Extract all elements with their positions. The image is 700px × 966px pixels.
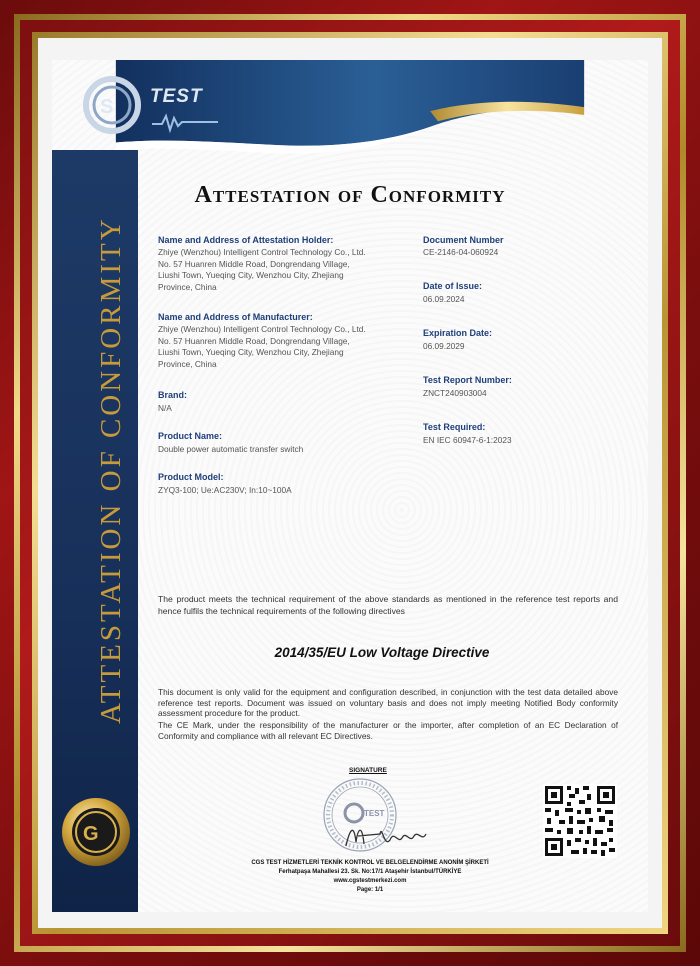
directive-title: 2014/35/EU Low Voltage Directive <box>274 645 490 660</box>
document-number-label: Document Number <box>423 235 504 245</box>
validity-note: This document is only valid for the equipment and configuration described, in conjunction with the test data detailed above reference test reports. Document was issued on voluntary basis and does not imply meeting Notified Body conformity assessment procedure for the product. <box>158 687 618 718</box>
issue-date-value: 06.09.2024 <box>423 294 465 304</box>
report-number-label: Test Report Number: <box>423 375 512 385</box>
test-required-value: EN IEC 60947-6-1:2023 <box>423 435 512 445</box>
footer-address: Ferhatpaşa Mahallesi 23. Sk. No:17/1 Ataşehir İstanbul/TÜRKİYE <box>278 869 462 875</box>
expiration-date-label: Expiration Date: <box>423 328 493 338</box>
manufacturer-line: Zhiye (Wenzhou) Intelligent Control Technology Co., Ltd. <box>158 324 366 334</box>
manufacturer-line: Liushi Town, Yueqing City, Wenzhou City, Zhejiang <box>158 347 344 357</box>
logo-brand: TEST <box>150 86 203 107</box>
expiration-date-value: 06.09.2029 <box>423 341 465 351</box>
product-name-label: Product Name: <box>158 431 223 441</box>
holder-line: Zhiye (Wenzhou) Intelligent Control Technology Co., Ltd. <box>158 247 366 257</box>
conformity-statement: The product meets the technical requirement of the above standards as mentioned in the reference test reports and hence fulfils the technical requirements of the following directives <box>158 594 618 616</box>
brand-value: N/A <box>158 403 172 413</box>
product-model-value: ZYQ3-100; Ue:AC230V; In:10~100A <box>158 485 292 495</box>
product-model-label: Product Model: <box>158 472 224 482</box>
svg-text:G: G <box>83 823 99 845</box>
qr-code-icon <box>543 784 617 858</box>
svg-text:TEST: TEST <box>364 809 385 818</box>
holder-label: Name and Address of Attestation Holder: <box>158 235 334 245</box>
report-number-value: ZNCT240903004 <box>423 388 487 398</box>
signature-mark <box>340 818 430 854</box>
ce-mark-note: The CE Mark, under the responsibility of the manufacturer or the importer, after completion of an EC Declaration of Conformity and compliance with all relevant EC Directives. <box>158 720 618 741</box>
brand-label: Brand: <box>158 390 187 400</box>
holder-line: Province, China <box>158 281 217 292</box>
holder-line: Liushi Town, Yueqing City, Wenzhou City, Zhejiang <box>158 270 344 280</box>
side-ribbon-text: ATTESTATION OF CONFORMITY <box>95 216 127 724</box>
manufacturer-line: Province, China <box>158 358 217 369</box>
holder-address <box>158 247 366 293</box>
holder-line: No. 57 Huanren Middle Road, Dongrendang Village, <box>158 258 350 269</box>
document-number-value: CE-2146-04-060924 <box>423 247 499 257</box>
signature-label: SIGNATURE <box>349 767 387 774</box>
manufacturer-address <box>158 324 366 370</box>
footer-website: www.cgstestmerkezi.com <box>333 878 407 884</box>
footer-company: CGS TEST HİZMETLERİ TEKNİK KONTROL VE BELGELENDİRME ANONİM ŞİRKETİ <box>251 860 489 866</box>
footer-page: Page: 1/1 <box>356 887 384 893</box>
gold-seal-icon <box>58 790 134 880</box>
issue-date-label: Date of Issue: <box>423 281 483 291</box>
svg-text:S: S <box>100 96 114 118</box>
test-required-label: Test Required: <box>423 422 486 432</box>
document-title: Attestation of Conformity <box>194 182 506 208</box>
product-name-value: Double power automatic transfer switch <box>158 444 304 454</box>
manufacturer-line: No. 57 Huanren Middle Road, Dongrendang Village, <box>158 335 350 346</box>
manufacturer-label: Name and Address of Manufacturer: <box>158 312 313 322</box>
